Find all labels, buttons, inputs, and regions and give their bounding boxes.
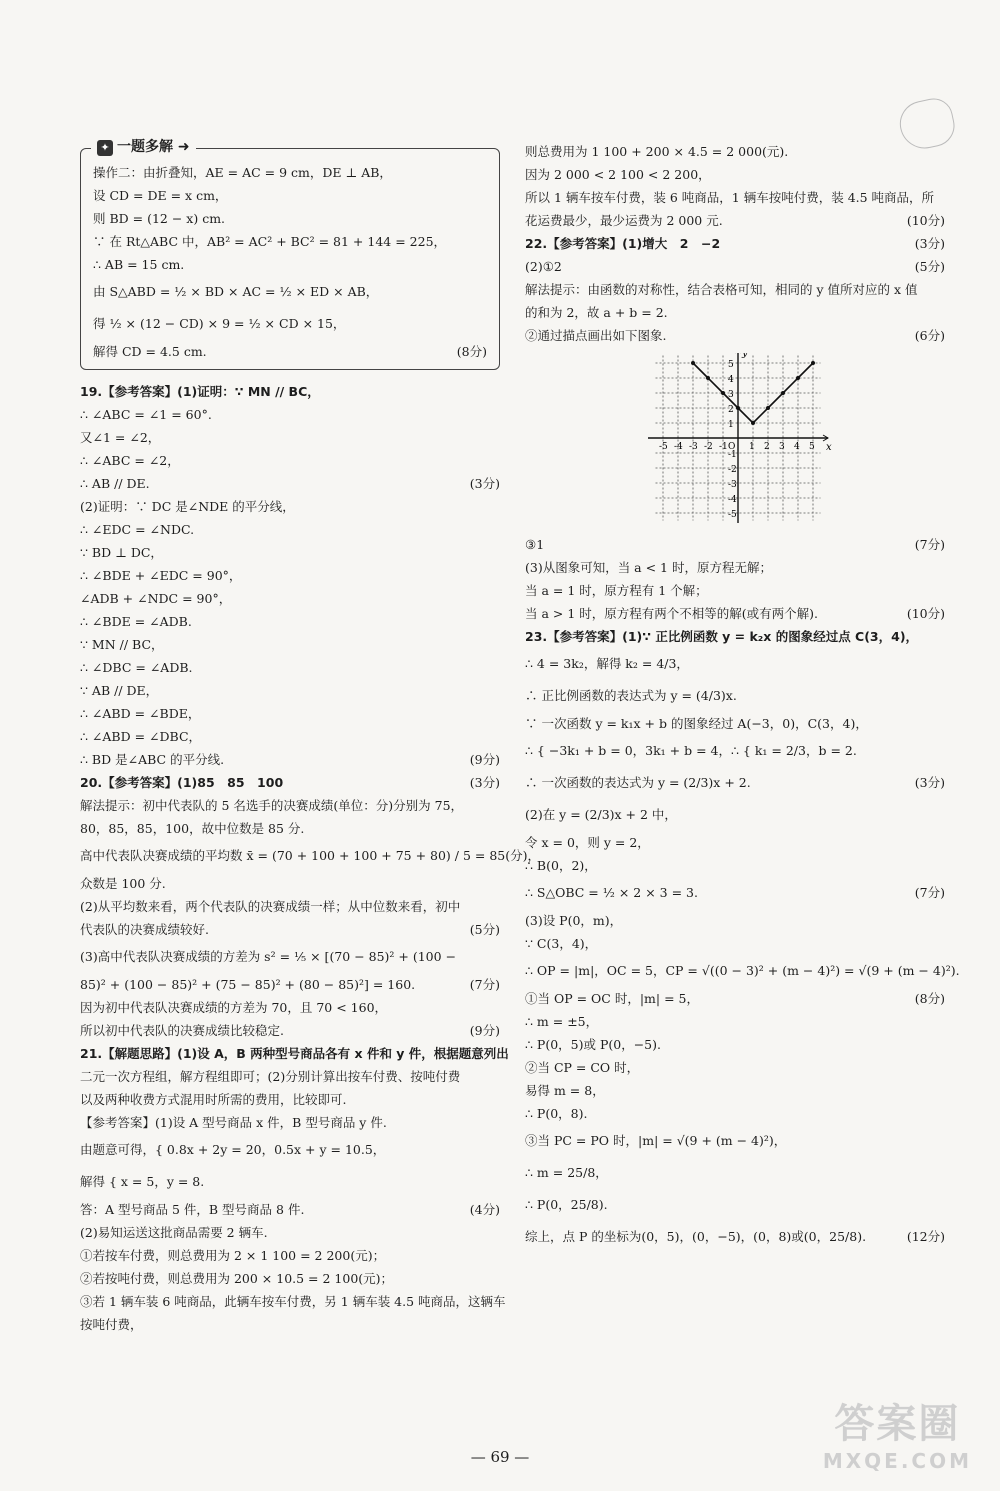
score-label: (3分) [469,476,500,491]
line-text: ∴ ∠BDE + ∠EDC = 90°， [80,568,242,583]
watermark-url: MXQE.COM [822,1449,972,1473]
line-text: ∴ ∠ABC = ∠2， [80,453,180,468]
answer-line [525,680,945,712]
answer-line [525,1157,945,1189]
answer-line [80,633,500,656]
answer-line [525,1079,945,1102]
line-text: 因为 2 000 < 2 100 < 2 200， [525,167,711,182]
answer-line [525,255,945,278]
answer-line [525,932,945,955]
alt-solution-line: 解得 CD = 4.5 cm. (8分) [93,340,487,363]
line-text: ②若按吨付费，则总费用为 200 × 10.5 = 2 100(元)； [80,1271,394,1286]
graph-svg [643,353,833,523]
alt-solution-header: ✦ 一题多解 ➜ [91,136,196,156]
line-text: ②当 CP = CO 时， [525,1060,640,1075]
line-text: 由题意可得，{ 0.8x + 2y = 20，0.5x + y = 10.5， [80,1142,386,1157]
line-text: ∴ ∠ABD = ∠DBC， [80,729,202,744]
line-text: 20.【参考答案】(1)85 85 100 [80,775,284,790]
answer-line [525,140,945,163]
answer-line [525,579,945,602]
answer-line [80,771,500,794]
line-text: ③1 [525,537,545,552]
answer-line [80,794,500,817]
answer-line [80,1134,500,1166]
data-point [811,361,815,365]
x-tick-label: 3 [779,442,785,452]
y-tick-label: 1 [728,420,734,430]
line-text: ∴ ∠EDC = ∠NDC. [80,522,195,537]
x-tick-label: -5 [659,442,668,452]
answer-line [525,602,945,625]
score-label: (9分) [469,752,500,767]
answer-line [525,163,945,186]
right-column [525,140,960,1253]
score-label: (8分) [914,991,945,1006]
answer-line [80,748,500,771]
answer-line [80,679,500,702]
answer-line [525,556,945,579]
x-tick-label: -3 [689,442,698,452]
watermark [823,1392,972,1473]
line-text: ∴ BD 是∠ABC 的平分线. [80,752,225,767]
line-text: ∵ MN // BC， [80,637,164,652]
score-label: (5分) [914,259,945,274]
line-text: ∵ AB // DE， [80,683,159,698]
line-text: ∴ ∠ABD = ∠BDE， [80,706,201,721]
line-text: ∴ B(0，2)， [525,858,597,873]
answer-line [80,518,500,541]
line-text: (2)①2 [525,259,562,274]
answer-line [80,1244,500,1267]
line-text: 二元一次方程组，解方程组即可；(2)分别计算出按车付费、按吨付费 [80,1069,461,1084]
line-text: ③当 PC = PO 时，|m| = √(9 + (m − 4)²)， [525,1133,787,1148]
answer-line [525,648,945,680]
line-text: 代表队的决赛成绩较好. [80,922,209,937]
score-label: (9分) [469,1023,500,1038]
line-text: ①当 OP = OC 时，|m| = 5， [525,991,699,1006]
x-tick-label: 4 [794,442,800,452]
answer-line [525,987,945,1010]
score-label: (7分) [914,885,945,900]
answer-line [525,1102,945,1125]
line-text: ①若按车付费，则总费用为 2 × 1 100 = 2 200(元)； [80,1248,386,1263]
line-text: ∴ S△OBC = ½ × 2 × 3 = 3. [525,885,698,900]
y-tick-label: -4 [728,495,737,505]
line-text: 答：A 型号商品 5 件，B 型号商品 8 件. [80,1202,305,1217]
line-text: 因为初中代表队决赛成绩的方差为 70，且 70 < 160， [80,1000,388,1015]
x-tick-label: -1 [719,442,728,452]
line-text: ∵ C(3，4)， [525,936,598,951]
origin-label: O [728,442,736,452]
answer-line [525,533,945,556]
answer-line [80,1019,500,1042]
line-text: ∴ P(0，25/8). [525,1197,608,1212]
answer-line [80,1221,500,1244]
line-text: ∴ m = 25/8， [525,1165,608,1180]
answer-line [80,702,500,725]
line-text: 按吨付费， [80,1317,143,1332]
answer-line [525,854,945,877]
line-text: 当 a = 1 时，原方程有 1 个解； [525,583,708,598]
score-label: (3分) [469,775,500,790]
answer-line [525,955,960,987]
line-text: 22.【参考答案】(1)增大 2 −2 [525,236,721,251]
answer-line [525,877,945,909]
alt-solution-line: 操作二：由折叠知，AE = AC = 9 cm，DE ⊥ AB， [93,165,392,180]
answer-line [80,1088,500,1111]
line-text: ③若 1 辆车装 6 吨商品，此辆车按车付费，另 1 辆车装 4.5 吨商品，这辆车 [80,1294,506,1309]
line-text: ∴ 正比例函数的表达式为 y = (4/3)x. [525,688,737,703]
answer-line [80,941,500,973]
answer-line [80,426,500,449]
answer-line [80,1042,509,1065]
answer-line [525,186,945,209]
y-tick-label: 2 [728,405,734,415]
answer-line [80,495,500,518]
data-point [766,406,770,410]
function-graph [643,353,945,527]
right-answers-top [525,140,945,347]
answer-line [80,1111,500,1134]
answer-line [80,1267,500,1290]
score-label: (6分) [914,328,945,343]
answer-line [80,587,500,610]
bulb-icon: ✦ [97,140,113,156]
line-text: ∵ BD ⊥ DC， [80,545,163,560]
line-text: ②通过描点画出如下图象. [525,328,667,343]
line-text: ∴ { −3k₁ + b = 0，3k₁ + b = 4，∴ { k₁ = 2/3，b = 2. [525,743,857,758]
line-text: 解法提示：由函数的对称性，结合表格可知，相同的 y 值所对应的 x 值 [525,282,918,297]
x-axis-label: x [826,442,832,453]
alt-solution-title: 一题多解 [117,139,173,155]
line-text: 以及两种收费方式混用时所需的费用，比较即可. [80,1092,347,1107]
answer-line [80,918,500,941]
line-text: 所以初中代表队的决赛成绩比较稳定. [80,1023,284,1038]
answer-line [80,872,500,895]
line-text: ∴ ∠ABC = ∠1 = 60°. [80,407,212,422]
data-point [706,376,710,380]
y-axis-label: y [742,353,748,359]
data-point [691,361,695,365]
answer-line [80,1290,506,1313]
answer-line [80,973,500,996]
answer-line [525,1056,945,1079]
alt-solution-line: 设 CD = DE = x cm， [93,188,228,203]
watermark-logo: 答案圈 [834,1401,961,1447]
line-text: ∴ 4 = 3k₂，解得 k₂ = 4/3， [525,656,689,671]
line-text: ∴ m = ±5， [525,1014,599,1029]
data-point [781,391,785,395]
line-text: 高中代表队决赛成绩的平均数 x̄ = (70 + 100 + 100 + 75 + 80) / 5 = 85(分)， [80,848,541,863]
answer-line [80,1065,500,1088]
line-text: ∠ADB + ∠NDC = 90°， [80,591,232,606]
line-text: (3)从图象可知，当 a < 1 时，原方程无解； [525,560,772,575]
y-tick-label: -2 [728,465,737,475]
answer-line [80,840,541,872]
alt-solution-lines [93,161,487,363]
line-text: (2)证明：∵ DC 是∠NDE 的平分线， [80,499,295,514]
line-text: 80，85，85，100，故中位数是 85 分. [80,821,305,836]
answer-line [80,610,500,633]
answer-line [525,278,945,301]
answer-line [525,1033,945,1056]
answer-line [80,996,500,1019]
line-text: 的和为 2，故 a + b = 2. [525,305,668,320]
answer-line [525,1189,945,1221]
line-text: ∴ AB // DE. [80,476,150,491]
answer-line [80,449,500,472]
x-tick-label: 1 [749,442,755,452]
answer-line [525,799,945,831]
score-label: (5分) [469,922,500,937]
score-label: (8分) [456,344,487,359]
line-text: ∴ P(0，8). [525,1106,588,1121]
answer-line [525,209,945,232]
answer-line [525,735,945,767]
line-text: ∴ P(0，5)或 P(0，−5). [525,1037,661,1052]
line-text: ∴ 一次函数的表达式为 y = (2/3)x + 2. [525,775,751,790]
answer-line [525,1010,945,1033]
answer-line [525,1221,945,1253]
y-tick-label: -3 [728,480,737,490]
answer-line [525,324,945,347]
answer-line [525,232,945,255]
alt-solution-box [80,139,500,370]
line-text: 则总费用为 1 100 + 200 × 4.5 = 2 000(元). [525,144,789,159]
answer-line [80,1198,500,1221]
answer-line [80,725,500,748]
line-text: 花运费最少，最少运费为 2 000 元. [525,213,723,228]
y-tick-label: 4 [728,375,734,385]
answer-line [80,817,500,840]
answer-line [525,301,945,324]
score-label: (4分) [469,1202,500,1217]
data-point [751,421,755,425]
score-label: (10分) [906,606,945,621]
answer-line [80,656,500,679]
line-text: (2)在 y = (2/3)x + 2 中， [525,807,677,822]
answer-line [80,380,500,403]
alt-solution-line: ∵ 在 Rt△ABC 中，AB² = AC² + BC² = 81 + 144 = 225， [93,234,447,249]
data-point [796,376,800,380]
line-text: (2)从平均数来看，两个代表队的决赛成绩一样；从中位数来看，初中 [80,899,461,914]
answer-line [525,625,945,648]
answer-line [525,831,945,854]
line-text: ∵ 一次函数 y = k₁x + b 的图象经过 A(−3，0)，C(3，4)， [525,716,868,731]
line-text: (3)设 P(0，m)， [525,913,623,928]
line-text: 解法提示：初中代表队的 5 名选手的决赛成绩(单位：分)分别为 75， [80,798,464,813]
score-label: (10分) [906,213,945,228]
line-text: 21.【解题思路】(1)设 A，B 两种型号商品各有 x 件和 y 件，根据题意列出 [80,1046,509,1061]
line-text: 众数是 100 分. [80,876,166,891]
right-answers-bottom [525,533,960,1253]
answer-line [525,712,945,735]
score-label: (7分) [469,977,500,992]
answer-line [525,767,945,799]
y-tick-label: 5 [728,360,734,370]
answer-line [525,909,945,932]
line-text: 【参考答案】(1)设 A 型号商品 x 件，B 型号商品 y 件. [80,1115,387,1130]
answer-line [80,895,500,918]
x-tick-label: 5 [809,442,815,452]
alt-solution-line: 得 ½ × (12 − CD) × 9 = ½ × CD × 15， [93,316,346,331]
x-tick-label: -2 [704,442,713,452]
y-tick-label: 3 [728,390,734,400]
line-text: ∴ OP = |m|，OC = 5，CP = √((0 − 3)² + (m − 4)²) = √(9 + (m − 4)²). [525,963,960,978]
answer-line [80,1313,500,1336]
line-text: 23.【参考答案】(1)∵ 正比例函数 y = k₂x 的图象经过点 C(3，4)， [525,629,919,644]
data-point [736,406,740,410]
x-tick-label: 2 [764,442,770,452]
y-tick-label: -1 [728,450,737,460]
answer-line [80,472,500,495]
line-text: 又∠1 = ∠2， [80,430,161,445]
alt-solution-line: ∴ AB = 15 cm. [93,257,185,272]
line-text: (3)高中代表队决赛成绩的方差为 s² = ⅕ × [(70 − 85)² + (100 − [80,949,457,964]
score-label: (3分) [914,236,945,251]
line-text: 所以 1 辆车按车付费，装 6 吨商品，1 辆车按吨付费，装 4.5 吨商品，所 [525,190,935,205]
answer-line [80,403,500,426]
x-tick-label: -4 [674,442,683,452]
score-label: (3分) [914,775,945,790]
line-text: 85)² + (100 − 85)² + (75 − 85)² + (80 − 85)²] = 160. [80,977,416,992]
line-text: 解得 { x = 5，y = 8. [80,1174,205,1189]
page-number: — 69 — [470,1448,530,1466]
answer-line [80,541,500,564]
line-text: 当 a > 1 时，原方程有两个不相等的解(或有两个解). [525,606,819,621]
answer-line [80,1166,500,1198]
data-point [721,391,725,395]
line-text: 综上，点 P 的坐标为(0，5)，(0，−5)，(0，8)或(0，25/8). [525,1229,867,1244]
score-label: (12分) [906,1229,945,1244]
answer-line [80,564,500,587]
score-label: (7分) [914,537,945,552]
line-text: ∴ ∠BDE = ∠ADB. [80,614,192,629]
alt-solution-line: 由 S△ABD = ½ × BD × AC = ½ × ED × AB， [93,284,379,299]
line-text: (2)易知运送这批商品需要 2 辆车. [80,1225,268,1240]
line-text: 19.【参考答案】(1)证明：∵ MN // BC， [80,384,320,399]
line-text: 令 x = 0，则 y = 2， [525,835,650,850]
line-text: ∴ ∠DBC = ∠ADB. [80,660,193,675]
alt-solution-line: 则 BD = (12 − x) cm. [93,211,226,226]
answer-line [525,1125,945,1157]
line-text: 易得 m = 8， [525,1083,605,1098]
y-tick-label: -5 [728,510,737,520]
